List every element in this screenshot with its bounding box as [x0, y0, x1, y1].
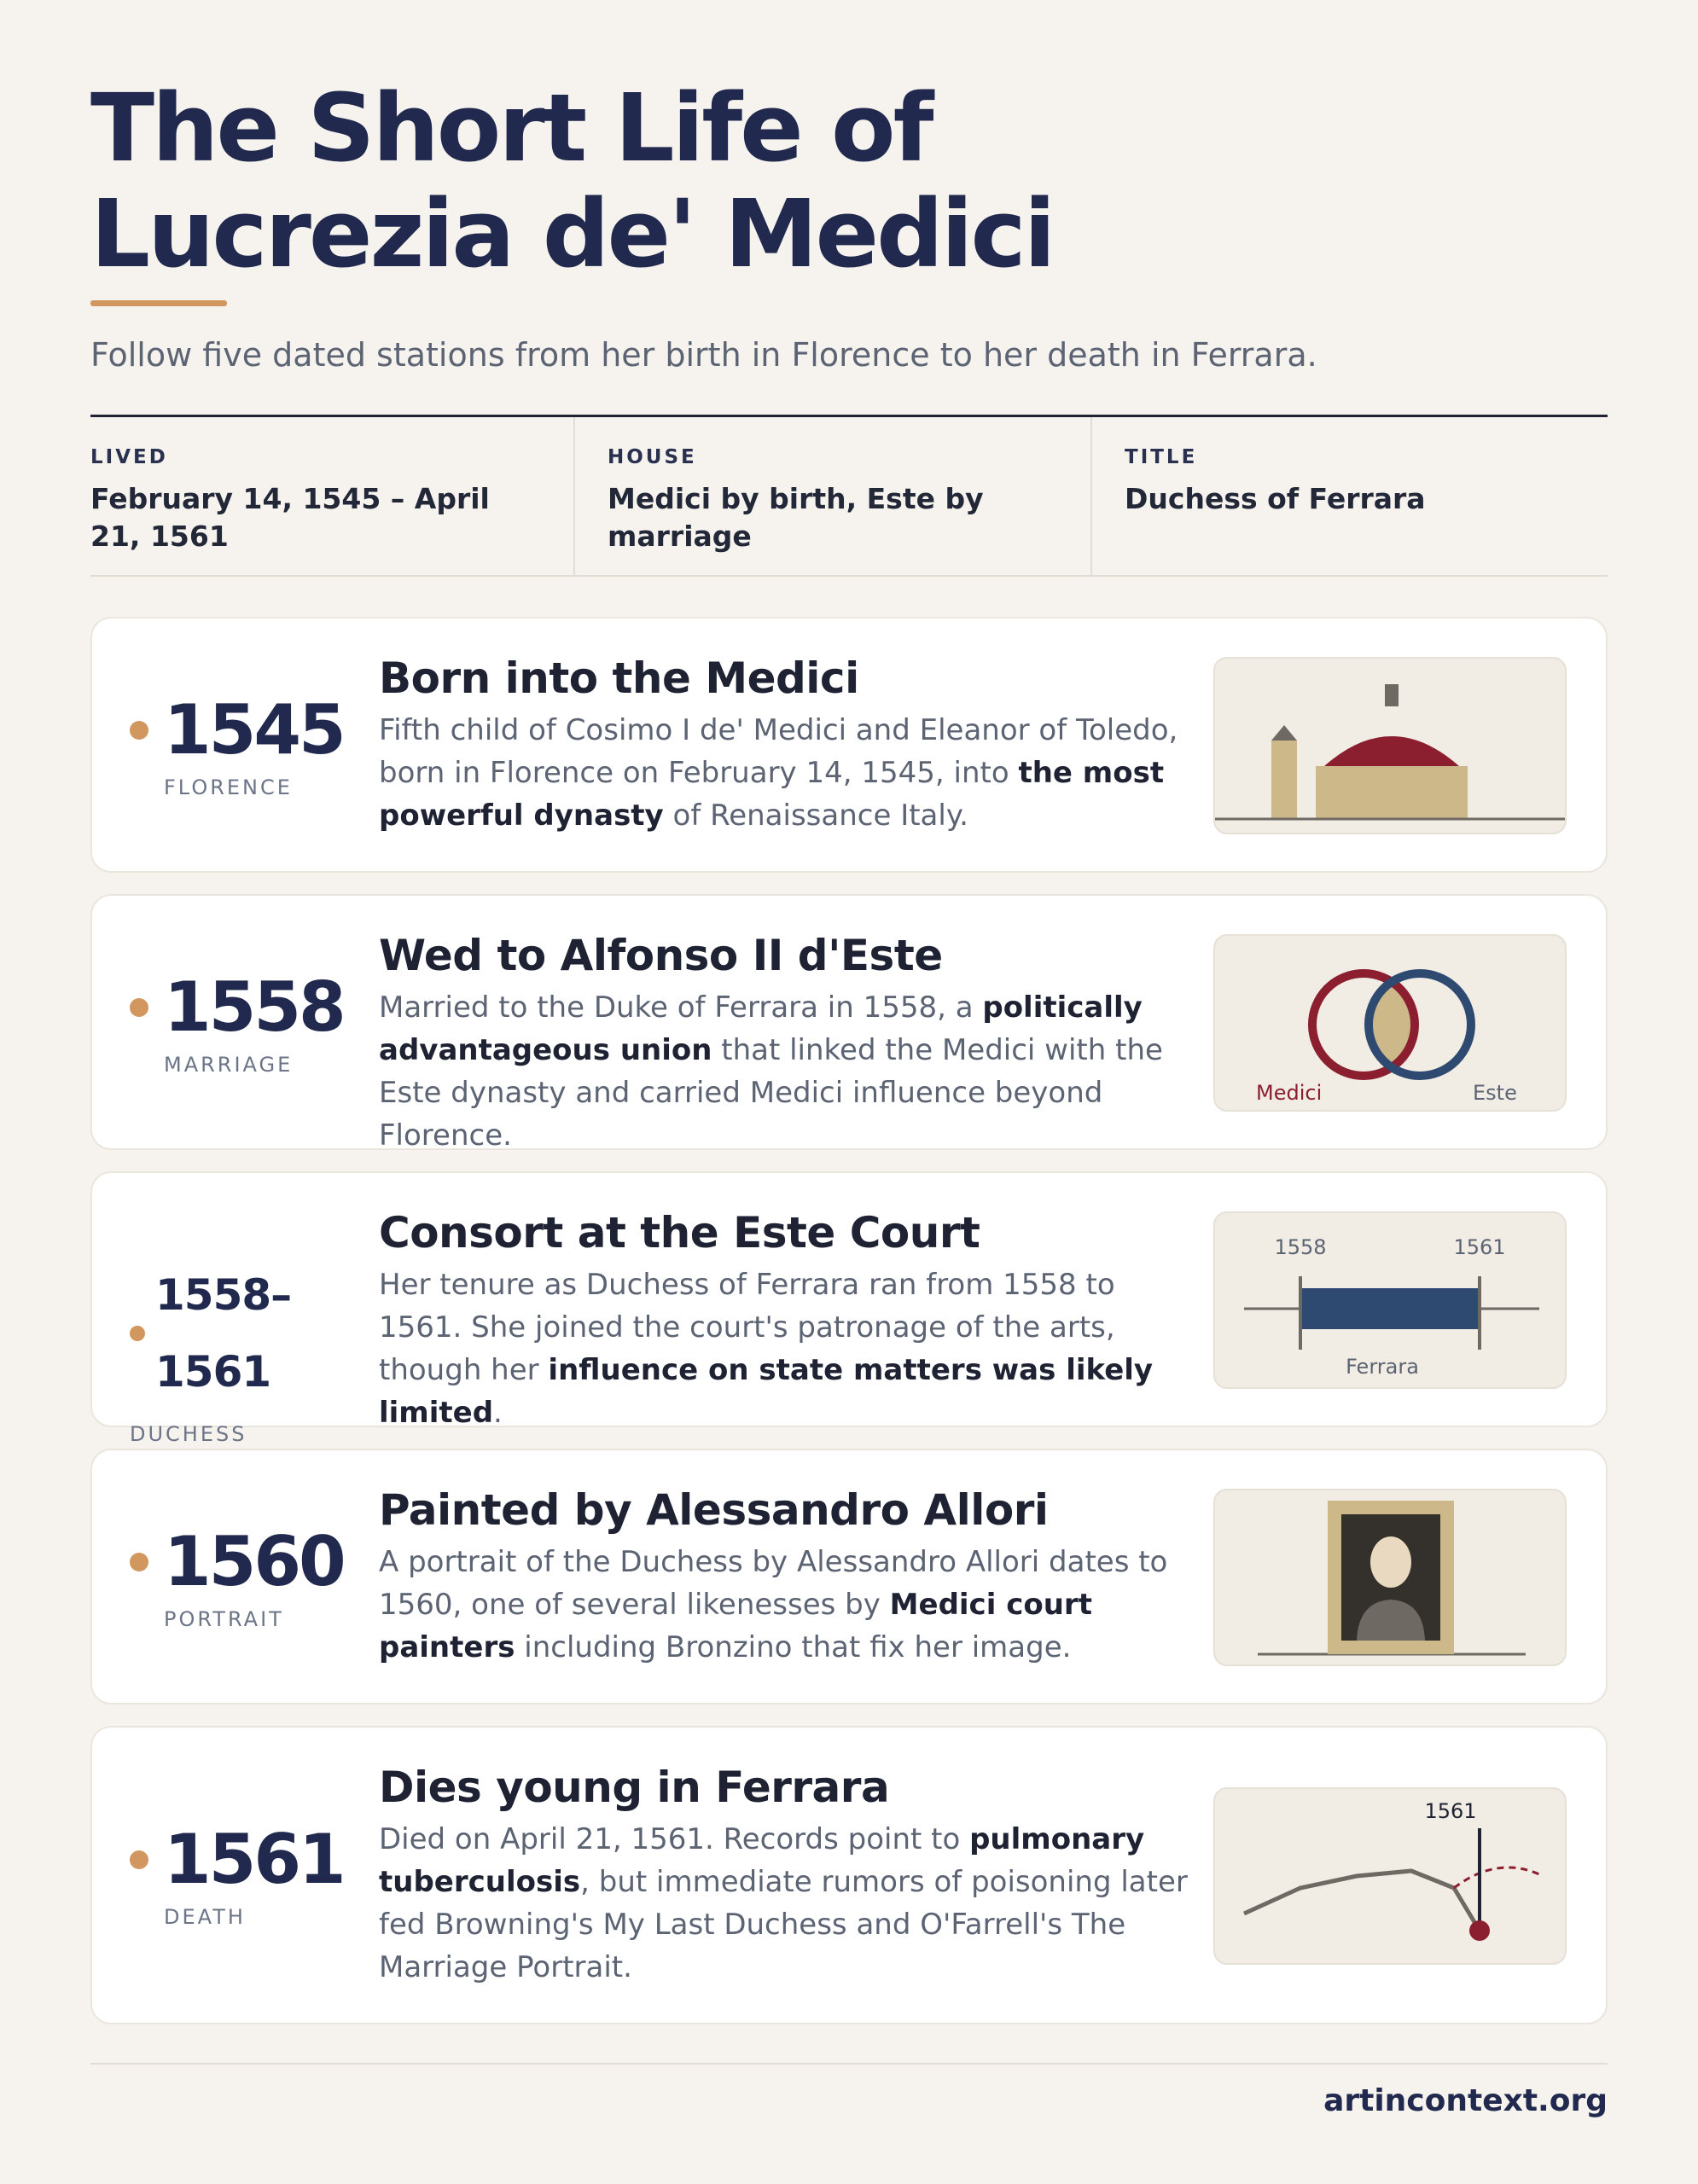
station-content [379, 1205, 1189, 1434]
station-body [379, 709, 1189, 837]
station-date [130, 969, 386, 1077]
station-body [379, 986, 1189, 1157]
station-card-death [90, 1726, 1608, 2024]
timeline-dot [130, 1553, 148, 1571]
station-date [130, 1257, 386, 1446]
fact-strip [90, 415, 1608, 577]
body-text: , but immediate rumors of poisoning later fed Browning's My Last Duchess and O'Farrell's The Marriage Portrait. [379, 1865, 1188, 1984]
station-title: Dies young in Ferrara [379, 1763, 890, 1812]
interlocking-rings-icon [1213, 934, 1567, 1112]
station-body [379, 1263, 1189, 1434]
station-year: 1561 [164, 1820, 344, 1899]
station-card-duchess [90, 1171, 1608, 1446]
station-content [379, 928, 1189, 1157]
station-card-birth [90, 617, 1608, 873]
station-date [130, 1821, 386, 1929]
tenure-bar-icon [1213, 1211, 1567, 1389]
florence-cathedral-icon [1213, 657, 1567, 834]
station-body [379, 1818, 1189, 1989]
station-tag: PORTRAIT [164, 1607, 284, 1631]
tenure-end-label: 1561 [1453, 1235, 1506, 1259]
body-text: Married to the Duke of Ferrara in 1558, a [379, 990, 983, 1025]
station-date [130, 1524, 386, 1631]
body-text: Her tenure as Duchess of Ferrara ran from 1558 to 1561. She joined the court's patronage of the arts, though her [379, 1268, 1115, 1387]
fact-value: February 14, 1545 – April 21, 1561 [90, 482, 490, 553]
emphasis-text: Medici court painters [379, 1588, 1092, 1664]
station-card-marriage [90, 894, 1608, 1153]
station-year: 1560 [164, 1522, 344, 1601]
station-content [379, 1483, 1189, 1669]
fact-house [573, 417, 1090, 575]
page-title [90, 75, 1370, 287]
rings-label-left: Medici [1256, 1081, 1323, 1105]
page-subtitle: Follow five dated stations from her birth in Florence to her death in Ferrara. [90, 336, 1317, 374]
title-accent-rule [90, 300, 227, 306]
emphasis-text: influence on state matters was likely limited [379, 1353, 1154, 1430]
station-tag: DUCHESS [130, 1422, 247, 1446]
fact-value: Duchess of Ferrara [1125, 482, 1426, 515]
timeline-dot [130, 721, 148, 740]
framed-portrait-icon [1213, 1489, 1567, 1666]
body-text: that linked the Medici with the Este dynasty and carried Medici influence beyond Florence. [379, 1033, 1163, 1153]
body-text: A portrait of the Duchess by Alessandro Allori dates to 1560, one of several likenesses by [379, 1545, 1168, 1622]
emphasis-text: the most powerful dynasty [379, 756, 1165, 833]
emphasis-text: pulmonary tuberculosis [379, 1822, 1145, 1899]
fact-label: TITLE [1125, 446, 1198, 468]
fact-label: LIVED [90, 446, 168, 468]
footer-divider [90, 2063, 1608, 2065]
station-year: 1545 [164, 690, 344, 770]
station-tag: FLORENCE [164, 775, 293, 799]
station-year: 1558 [164, 967, 344, 1047]
timeline-dot [130, 1326, 145, 1341]
station-year: 1558–1561 [155, 1270, 292, 1397]
station-card-portrait [90, 1449, 1608, 1705]
station-title: Consort at the Este Court [379, 1208, 980, 1258]
footer-site[interactable]: artincontext.org [1323, 2083, 1608, 2118]
emphasis-text: politically advantageous union [379, 990, 1143, 1067]
timeline-dot [130, 998, 148, 1017]
title-line-2: Lucrezia de' Medici [90, 179, 1054, 288]
timeline-dot [130, 1850, 148, 1869]
title-line-1: The Short Life of [90, 73, 932, 183]
death-marker-label: 1561 [1424, 1799, 1477, 1823]
rings-label-right: Este [1473, 1081, 1517, 1105]
station-content [379, 1760, 1189, 1989]
body-text: including Bronzino that fix her image. [515, 1630, 1072, 1664]
station-title: Born into the Medici [379, 653, 859, 703]
station-tag: DEATH [164, 1905, 246, 1929]
body-text: . [493, 1396, 503, 1430]
station-date [130, 692, 386, 799]
station-body [379, 1541, 1189, 1669]
body-text: Died on April 21, 1561. Records point to [379, 1822, 970, 1856]
body-text: Fifth child of Cosimo I de' Medici and Eleanor of Toledo, born in Florence on February 14, 1545, into [379, 713, 1178, 790]
fact-label: HOUSE [608, 446, 697, 468]
fact-value: Medici by birth, Este by marriage [608, 482, 984, 553]
station-tag: MARRIAGE [164, 1053, 294, 1077]
life-line-icon [1213, 1787, 1567, 1965]
fact-lived [90, 417, 573, 575]
tenure-start-label: 1558 [1274, 1235, 1327, 1259]
tenure-place-label: Ferrara [1346, 1355, 1419, 1379]
infographic-page [90, 0, 1608, 2184]
body-text: of Renaissance Italy. [663, 799, 968, 833]
fact-title [1090, 417, 1608, 575]
station-content [379, 651, 1189, 837]
station-title: Wed to Alfonso II d'Este [379, 931, 943, 980]
station-title: Painted by Alessandro Allori [379, 1485, 1049, 1535]
